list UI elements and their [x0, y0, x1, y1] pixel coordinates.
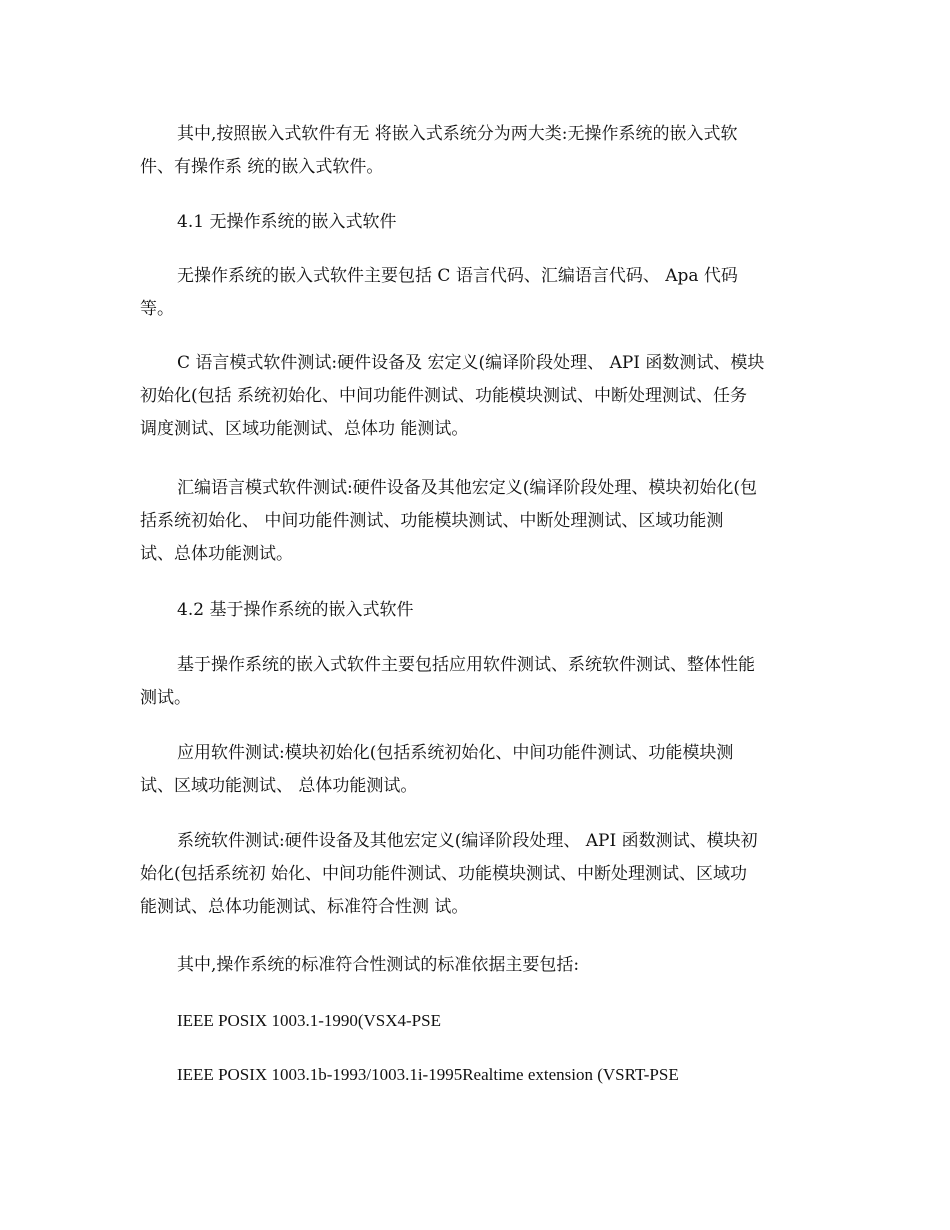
paragraph-no-os-software	[140, 260, 816, 326]
paragraph-classification	[140, 118, 816, 184]
paragraph-line: 调度测试、区域功能测试、总体功 能测试。	[140, 419, 469, 439]
paragraph-line: C 语言模式软件测试:硬件设备及 宏定义(编译阶段处理、 API 函数测试、模块	[177, 353, 765, 373]
paragraph-line: 初始化(包括 系统初始化、中间功能件测试、功能模块测试、中断处理测试、任务	[140, 386, 748, 406]
paragraph-c-language-test	[140, 347, 816, 446]
standard-item-posix-realtime: IEEE POSIX 1003.1b-1993/1003.1i-1995Realtime extension (VSRT-PSE	[177, 1065, 679, 1084]
paragraph-line: 试、总体功能测试。	[140, 544, 293, 564]
paragraph-line: 其中,操作系统的标准符合性测试的标准依据主要包括:	[177, 955, 580, 975]
paragraph-assembly-test	[140, 472, 816, 571]
paragraph-line: 试、区域功能测试、 总体功能测试。	[140, 776, 418, 796]
paragraph-line: 基于操作系统的嵌入式软件主要包括应用软件测试、系统软件测试、整体性能	[177, 655, 755, 675]
section-heading-4-1: 4.1 无操作系统的嵌入式软件	[177, 212, 397, 232]
paragraph-standards-intro	[140, 949, 816, 982]
paragraph-system-software-test	[140, 825, 816, 924]
paragraph-line: 无操作系统的嵌入式软件主要包括 C 语言代码、汇编语言代码、 Apa 代码	[177, 266, 738, 286]
paragraph-line: 始化(包括系统初 始化、中间功能件测试、功能模块测试、中断处理测试、区域功	[140, 864, 748, 884]
paragraph-application-test	[140, 737, 816, 803]
section-heading-4-2: 4.2 基于操作系统的嵌入式软件	[177, 600, 414, 620]
paragraph-line: 其中,按照嵌入式软件有无 将嵌入式系统分为两大类:无操作系统的嵌入式软	[177, 124, 738, 144]
paragraph-line: 测试。	[140, 688, 191, 708]
paragraph-line: 等。	[140, 299, 174, 319]
paragraph-line: 系统软件测试:硬件设备及其他宏定义(编译阶段处理、 API 函数测试、模块初	[177, 831, 758, 851]
paragraph-line: 汇编语言模式软件测试:硬件设备及其他宏定义(编译阶段处理、模块初始化(包	[177, 478, 757, 498]
standard-item-posix-1003-1: IEEE POSIX 1003.1-1990(VSX4-PSE	[177, 1011, 441, 1030]
paragraph-line: 括系统初始化、 中间功能件测试、功能模块测试、中断处理测试、区域功能测	[140, 511, 724, 531]
paragraph-line: 件、有操作系 统的嵌入式软件。	[140, 157, 384, 177]
paragraph-os-software	[140, 649, 816, 715]
paragraph-line: 能测试、总体功能测试、标准符合性测 试。	[140, 897, 469, 917]
paragraph-line: 应用软件测试:模块初始化(包括系统初始化、中间功能件测试、功能模块测	[177, 743, 734, 763]
